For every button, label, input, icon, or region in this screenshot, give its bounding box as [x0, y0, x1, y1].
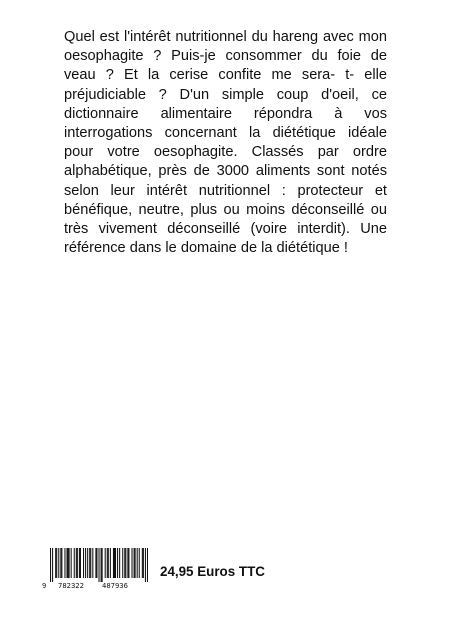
barcode-bar: [113, 548, 114, 578]
barcode-bar: [102, 548, 103, 582]
barcode-bar: [69, 548, 70, 578]
barcode-bar: [147, 548, 148, 582]
barcode-bar: [83, 548, 84, 578]
barcode-bar: [61, 548, 62, 578]
barcode-bar: [76, 548, 77, 578]
barcode-right-group: 487936: [102, 581, 128, 590]
barcode-bar: [92, 548, 93, 578]
barcode-bar: [98, 548, 99, 582]
barcode-bar: [56, 548, 57, 578]
barcode-bars: [50, 548, 148, 582]
barcode-bar: [122, 548, 123, 578]
barcode-bar: [52, 548, 53, 582]
barcode-bar: [142, 548, 143, 578]
back-cover-blurb: Quel est l'intérêt nutritionnel du hareng avec mon oesophagite ? Puis-je consommer du foie de veau ? Et la cerise confite me sera- t- elle préjudiciable ? D'un simple coup d'oeil, ce dictionnaire alimentaire répondra à vos interrogations concernant la diététique idéale pour votre oesophagite. Classés par ordre alphabétique, près de 3000 aliments sont notés selon leur intérêt nutritionnel : protecteur et bénéfique, neutre, plus ou moins déconseillé ou très vivement déconseillé (voire interdit). Une référence dans le domaine de la diététique !: [64, 29, 387, 257]
barcode-bar: [128, 548, 129, 578]
barcode-bar: [87, 548, 88, 578]
barcode-bar: [124, 548, 125, 578]
barcode-bar: [90, 548, 91, 578]
barcode-number: [40, 581, 150, 591]
barcode-bar: [96, 548, 97, 578]
barcode-bar: [67, 548, 68, 578]
barcode-bar: [139, 548, 140, 578]
barcode-bar: [107, 548, 108, 578]
barcode-bar: [77, 548, 78, 578]
barcode-left-group: 782322: [58, 581, 84, 590]
barcode-bar: [64, 548, 65, 578]
barcode-bar: [74, 548, 75, 578]
price-label: 24,95 Euros TTC: [160, 564, 265, 579]
barcode-bar: [68, 548, 69, 578]
barcode-bar: [131, 548, 132, 578]
barcode-bar: [145, 548, 146, 582]
barcode-bar: [143, 548, 144, 578]
barcode-bar: [71, 548, 72, 578]
barcode-bar: [134, 548, 135, 578]
barcode-bar: [125, 548, 126, 578]
barcode-bar: [60, 548, 61, 578]
barcode-bar: [95, 548, 96, 578]
barcode-bar: [117, 548, 118, 578]
barcode-bar: [101, 548, 102, 582]
barcode-lead-digit: 9: [42, 581, 47, 590]
barcode-bar: [55, 548, 56, 578]
barcode-bar: [137, 548, 138, 578]
barcode-bar: [79, 548, 80, 578]
barcode-bar: [135, 548, 136, 578]
barcode-bar: [85, 548, 86, 578]
barcode-bar: [108, 548, 109, 578]
barcode-bar: [50, 548, 51, 582]
barcode-bar: [119, 548, 120, 578]
barcode-bar: [110, 548, 111, 578]
barcode-bar: [89, 548, 90, 578]
barcode-bar: [58, 548, 59, 578]
isbn-barcode: [40, 548, 150, 592]
barcode-bar: [80, 548, 81, 578]
barcode-bar: [105, 548, 106, 578]
barcode-bar: [114, 548, 115, 578]
barcode-bar: [115, 548, 116, 578]
barcode-bar: [127, 548, 128, 578]
